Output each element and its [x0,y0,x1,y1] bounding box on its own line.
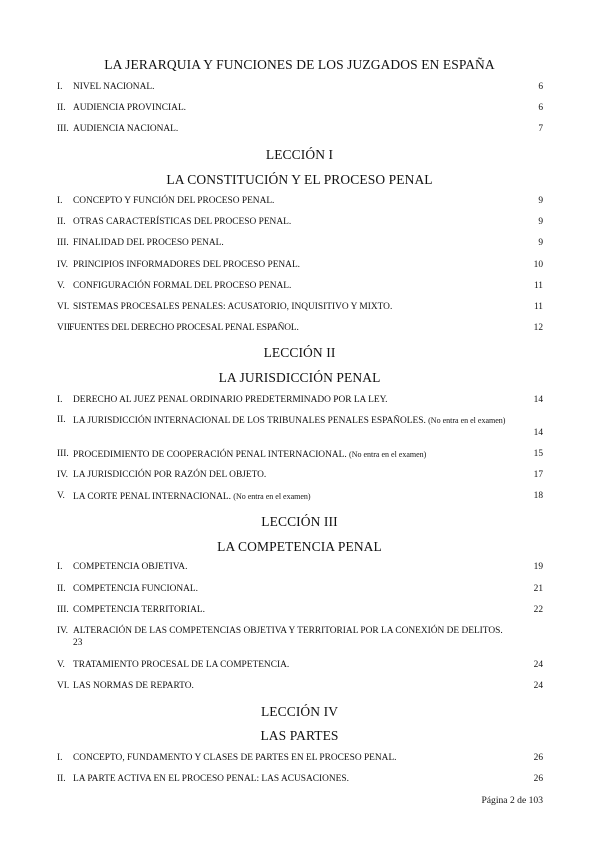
entry-page: 21 [533,584,543,594]
entry-text: CONCEPTO, FUNDAMENTO Y CLASES DE PARTES EN EL PROCESO PENAL. [73,753,397,763]
entry-page: 22 [533,605,543,615]
lesson-title: LA COMPETENCIA PENAL [217,539,382,554]
entry-number: V. [57,491,65,501]
entry-number: II. [57,774,66,784]
entry-number: I. [57,82,63,92]
entry-page: 26 [533,753,543,763]
entry-text: CONFIGURACIÓN FORMAL DEL PROCESO PENAL. [73,281,292,291]
entry-number: V. [57,281,65,291]
entry-number: II. [57,103,66,113]
entry-text: LA JURISDICCIÓN POR RAZÓN DEL OBJETO. [73,470,267,480]
entry-text [73,449,521,461]
entry-text: PRINCIPIOS INFORMADORES DEL PROCESO PENAL. [73,260,301,270]
entry-number: III. [57,605,69,615]
entry-note: (No entra en el examen) [349,450,427,459]
entry-number: I. [57,562,63,572]
entry-number: II. [57,584,66,594]
entry-page: 14 [533,395,543,405]
toc-entry[interactable] [57,626,543,650]
entry-text: OTRAS CARACTERÍSTICAS DEL PROCESO PENAL. [73,217,292,227]
entry-text: FINALIDAD DEL PROCESO PENAL. [73,238,224,248]
entry-number: III. [57,124,69,134]
entry-page: 19 [533,562,543,572]
entry-number: I. [57,753,63,763]
lesson-heading: LECCIÓN IV [260,704,339,719]
lesson-title: LAS PARTES [260,728,339,743]
document-title: LA JERARQUIA Y FUNCIONES DE LOS JUZGADOS EN ESPAÑA [104,57,495,72]
entry-text: AUDIENCIA PROVINCIAL. [73,103,187,113]
entry-number: III. [57,238,69,248]
entry-number: VI. [57,302,70,312]
entry-text [73,415,521,427]
entry-number: VII. [57,323,73,333]
lesson-title: LA JURISDICCIÓN PENAL [218,370,381,385]
entry-page: 9 [538,238,543,248]
entry-page: 17 [533,470,543,480]
entry-number: IV. [57,470,69,480]
entry-page: 23 [73,638,83,648]
entry-page: 6 [538,103,543,113]
entry-title: LA CORTE PENAL INTERNACIONAL. [73,492,231,502]
entry-text: COMPETENCIA FUNCIONAL. [73,584,199,594]
entry-page: 9 [538,217,543,227]
entry-text: LAS NORMAS DE REPARTO. [73,681,194,691]
entry-page: 24 [533,681,543,691]
entry-number: II. [57,217,66,227]
entry-page: 7 [538,124,543,134]
entry-number: V. [57,660,65,670]
entry-title: PROCEDIMIENTO DE COOPERACIÓN PENAL INTERNACIONAL. [73,450,347,460]
lesson-heading: LECCIÓN III [261,514,338,529]
lesson-title: LA CONSTITUCIÓN Y EL PROCESO PENAL [166,172,433,187]
entry-number: II. [57,415,66,425]
toc-entry[interactable] [57,415,543,439]
entry-text: COMPETENCIA OBJETIVA. [73,562,188,572]
entry-number: IV. [57,260,69,270]
entry-text: DERECHO AL JUEZ PENAL ORDINARIO PREDETERMINADO POR LA LEY. [73,395,388,405]
entry-page: 26 [533,774,543,784]
entry-number: VI. [57,681,70,691]
entry-text: AUDIENCIA NACIONAL. [73,124,179,134]
entry-title: LA JURISDICCIÓN INTERNACIONAL DE LOS TRIBUNALES PENALES ESPAÑOLES. [73,416,426,426]
entry-page: 10 [533,260,543,270]
entry-text [73,491,521,503]
entry-number: III. [57,449,69,459]
entry-number: I. [57,196,63,206]
entry-text: ALTERACIÓN DE LAS COMPETENCIAS OBJETIVA Y TERRITORIAL POR LA CONEXIÓN DE DELITOS. [73,626,503,636]
entry-page: 11 [533,302,543,312]
entry-text: CONCEPTO Y FUNCIÓN DEL PROCESO PENAL. [73,196,275,206]
entry-text: LA PARTE ACTIVA EN EL PROCESO PENAL: LAS ACUSACIONES. [73,774,349,784]
entry-number: IV. [57,626,69,636]
entry-text: COMPETENCIA TERRITORIAL. [73,605,205,615]
page-number-footer: Página 2 de 103 [481,795,543,806]
entry-page: 14 [533,428,543,438]
entry-page: 12 [533,323,543,333]
entry-page: 18 [533,491,543,501]
entry-text: SISTEMAS PROCESALES PENALES: ACUSATORIO, INQUISITIVO Y MIXTO. [73,302,393,312]
entry-page: 6 [538,82,543,92]
entry-number: I. [57,395,63,405]
lesson-heading: LECCIÓN I [265,147,334,162]
lesson-heading: LECCIÓN II [263,345,336,360]
entry-text: NIVEL NACIONAL. [73,82,155,92]
entry-page: 24 [533,660,543,670]
entry-page: 9 [538,196,543,206]
entry-page: 15 [533,449,543,459]
entry-note: (No entra en el examen) [428,416,506,425]
entry-page: 11 [533,281,543,291]
entry-note: (No entra en el examen) [233,492,311,501]
entry-text: FUENTES DEL DERECHO PROCESAL PENAL ESPAÑOL. [69,323,299,333]
entry-text: TRATAMIENTO PROCESAL DE LA COMPETENCIA. [73,660,290,670]
